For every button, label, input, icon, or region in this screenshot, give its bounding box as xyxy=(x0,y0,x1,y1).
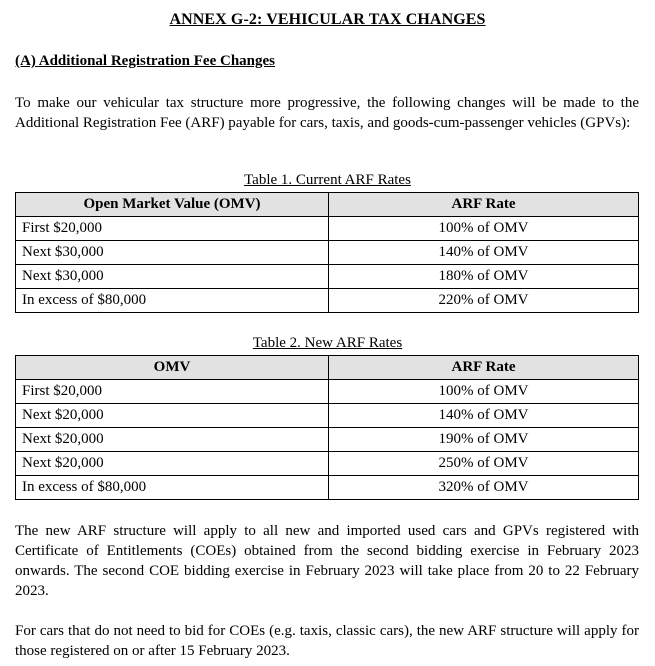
annex-title: ANNEX G-2: VEHICULAR TAX CHANGES xyxy=(169,11,486,28)
omv-band: Next $30,000 xyxy=(16,241,329,265)
column-header-arf-rate: ARF Rate xyxy=(329,356,639,380)
arf-rate: 140% of OMV xyxy=(329,241,639,265)
intro-paragraph: To make our vehicular tax structure more progressive, the following changes will be made to the Additional Registration Fee (ARF) payable for cars, taxis, and goods-cum-passenger vehicles (GPVs): xyxy=(15,95,639,131)
arf-rate: 100% of OMV xyxy=(329,380,639,404)
current-arf-table xyxy=(15,192,639,313)
table-row xyxy=(16,452,639,476)
arf-rate: 180% of OMV xyxy=(329,265,639,289)
column-header-omv: Open Market Value (OMV) xyxy=(16,193,329,217)
table-header-row xyxy=(16,193,639,217)
table-row xyxy=(16,428,639,452)
table-row xyxy=(16,265,639,289)
table-row xyxy=(16,476,639,500)
applicability-paragraph: The new ARF structure will apply to all new and imported used cars and GPVs registered with Certificate of Entitlements (COEs) obtained from the second bidding exercise in February 2023 onwards. The second COE bidding exercise in February 2023 will take place from 20 to 22 February 2023. xyxy=(15,523,639,599)
table-row xyxy=(16,289,639,313)
table1-caption: Table 1. Current ARF Rates xyxy=(244,172,411,188)
arf-rate: 190% of OMV xyxy=(329,428,639,452)
table-header-row xyxy=(16,356,639,380)
exemption-paragraph: For cars that do not need to bid for COEs (e.g. taxis, classic cars), the new ARF structure will apply for those registered on or after 15 February 2023. xyxy=(15,623,639,659)
new-arf-table xyxy=(15,355,639,500)
arf-rate: 140% of OMV xyxy=(329,404,639,428)
omv-band: First $20,000 xyxy=(16,217,329,241)
table-row xyxy=(16,404,639,428)
table-row xyxy=(16,380,639,404)
arf-rate: 220% of OMV xyxy=(329,289,639,313)
arf-rate: 320% of OMV xyxy=(329,476,639,500)
omv-band: In excess of $80,000 xyxy=(16,289,329,313)
table2-caption: Table 2. New ARF Rates xyxy=(252,335,403,351)
table-row xyxy=(16,241,639,265)
column-header-arf-rate: ARF Rate xyxy=(329,193,639,217)
omv-band: In excess of $80,000 xyxy=(16,476,329,500)
column-header-omv: OMV xyxy=(16,356,329,380)
omv-band: Next $30,000 xyxy=(16,265,329,289)
omv-band: Next $20,000 xyxy=(16,404,329,428)
table-row xyxy=(16,217,639,241)
arf-rate: 100% of OMV xyxy=(329,217,639,241)
omv-band: Next $20,000 xyxy=(16,428,329,452)
section-heading: (A) Additional Registration Fee Changes xyxy=(15,53,275,69)
omv-band: Next $20,000 xyxy=(16,452,329,476)
omv-band: First $20,000 xyxy=(16,380,329,404)
arf-rate: 250% of OMV xyxy=(329,452,639,476)
